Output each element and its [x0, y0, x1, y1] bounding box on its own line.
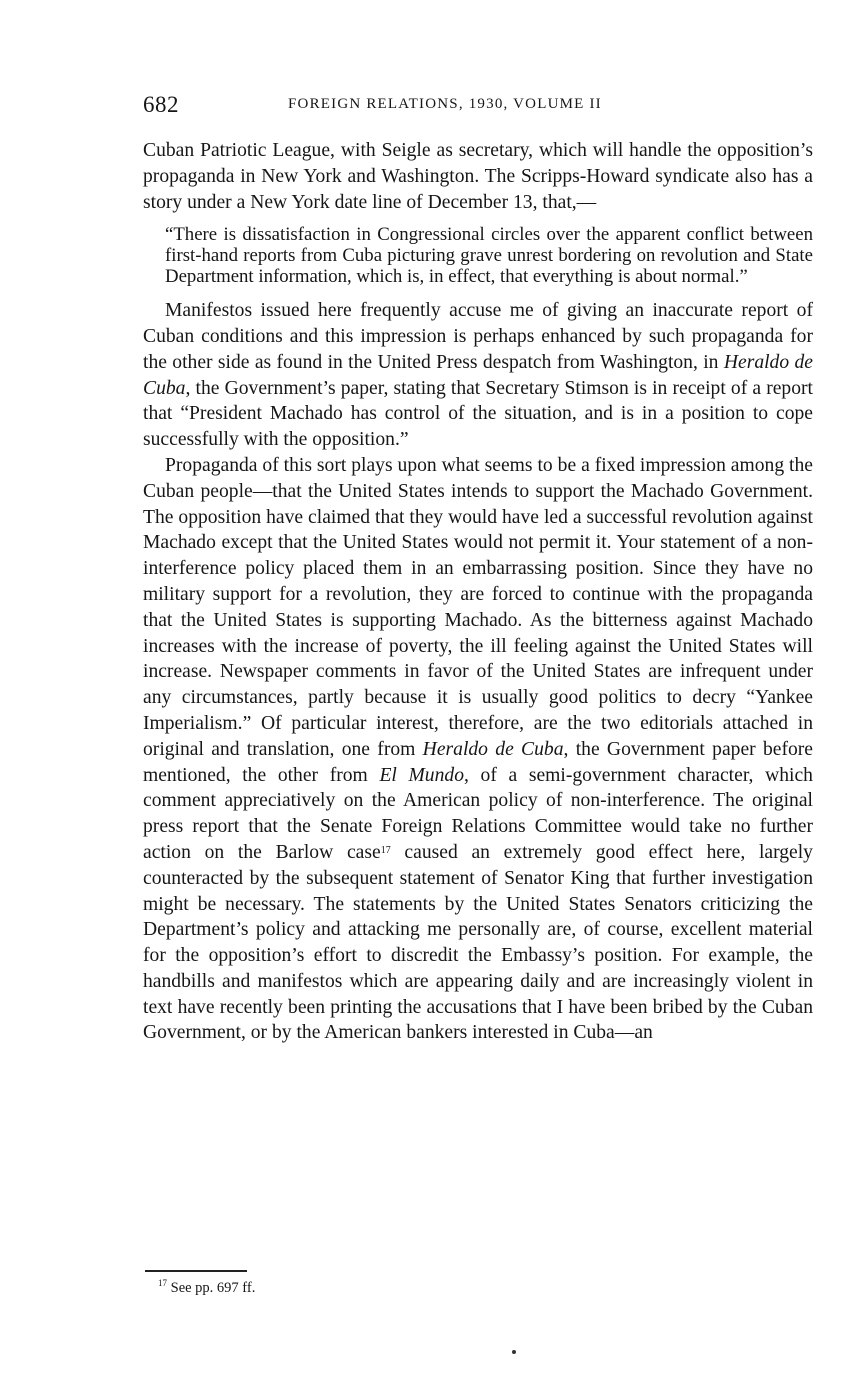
paragraph-2 — [143, 298, 813, 453]
footnote-rule — [145, 1270, 247, 1272]
paragraph-2-text-b: , the Government’s paper, stating that Secretary Stimson is in receipt of a report that “President Machado has control of the situation, and is in a position to cope successfully with the opposition.” — [143, 377, 813, 451]
paragraph-3-italic-el-mundo: El Mundo — [379, 764, 464, 786]
paragraph-3-text-b: , the Government paper before mentioned, the other from — [143, 738, 813, 786]
paragraph-3-text-d: caused an extremely good effect here, largely counteracted by the subsequent statement of Senator King that further investigation might be necessary. The statements by the United States Senators criticizing the Department’s policy and attacking me personally are, of course, excellent material for the opposition’s effort to discredit the Embassy’s position. For example, the handbills and manifestos which are appearing daily and are increasingly violent in text have recently been printing the accusations that I have been bribed by the Cuban Government, or by the American bankers interested in Cuba—an — [143, 841, 813, 1044]
paragraph-3-text-a: Propaganda of this sort plays upon what seems to be a fixed impression among the Cuban people—that the United States intends to support the Machado Government. The opposition have claimed that they would have led a successful revolution against Machado except that the United States would not permit it. Your statement of a non-interference policy placed them in an embarrassing position. Since they have no military support for a revolution, they are forced to continue with the propaganda that the United States is supporting Machado. As the bitterness against Machado increases with the increase of poverty, the ill feeling against the United States will increase. Newspaper comments in favor of the United States are infrequent under any circumstances, partly because it is usually good politics to decry “Yankee Imperialism.” Of particular interest, therefore, are the two editorials attached in original and translation, one from — [143, 454, 813, 760]
page-number: 682 — [143, 92, 179, 117]
block-quote: “There is dissatisfaction in Congressional circles over the apparent conflict between first-hand reports from Cuba picturing grave unrest bordering on revolution and State Department information, which is, in effect, that everything is about normal.” — [165, 224, 813, 287]
paragraph-2-italic-heraldo: Heraldo de Cuba — [143, 351, 813, 399]
paragraph-3 — [143, 453, 813, 1046]
body-text — [143, 138, 813, 1046]
running-head: FOREIGN RELATIONS, 1930, VOLUME II — [288, 96, 602, 112]
paragraph-3-text-c: , of a semi-government character, which comment appreciatively on the American policy of non-interference. The original press report that the Senate Foreign Relations Committee would take no further action on the Barlow case — [143, 764, 813, 863]
paragraph-2-text-a: Manifestos issued here frequently accuse me of giving an inaccurate report of Cuban conditions and this impression is perhaps enhanced by such propaganda for the other side as found in the United Press despatch from Washington, in — [143, 300, 813, 373]
footnote — [158, 1280, 255, 1297]
print-speck — [512, 1350, 516, 1354]
footnote-reference-17[interactable]: 17 — [380, 844, 391, 856]
page-header — [143, 92, 813, 120]
footnote-text: See pp. 697 ff. — [167, 1280, 256, 1296]
footnote-marker: 17 — [158, 1278, 167, 1288]
paragraph-3-italic-heraldo: Heraldo de Cuba — [422, 738, 564, 760]
paragraph-1: Cuban Patriotic League, with Seigle as secretary, which will handle the opposition’s propaganda in New York and Washington. The Scripps-Howard syndicate also has a story under a New York date line of December 13, that,— — [143, 140, 813, 213]
